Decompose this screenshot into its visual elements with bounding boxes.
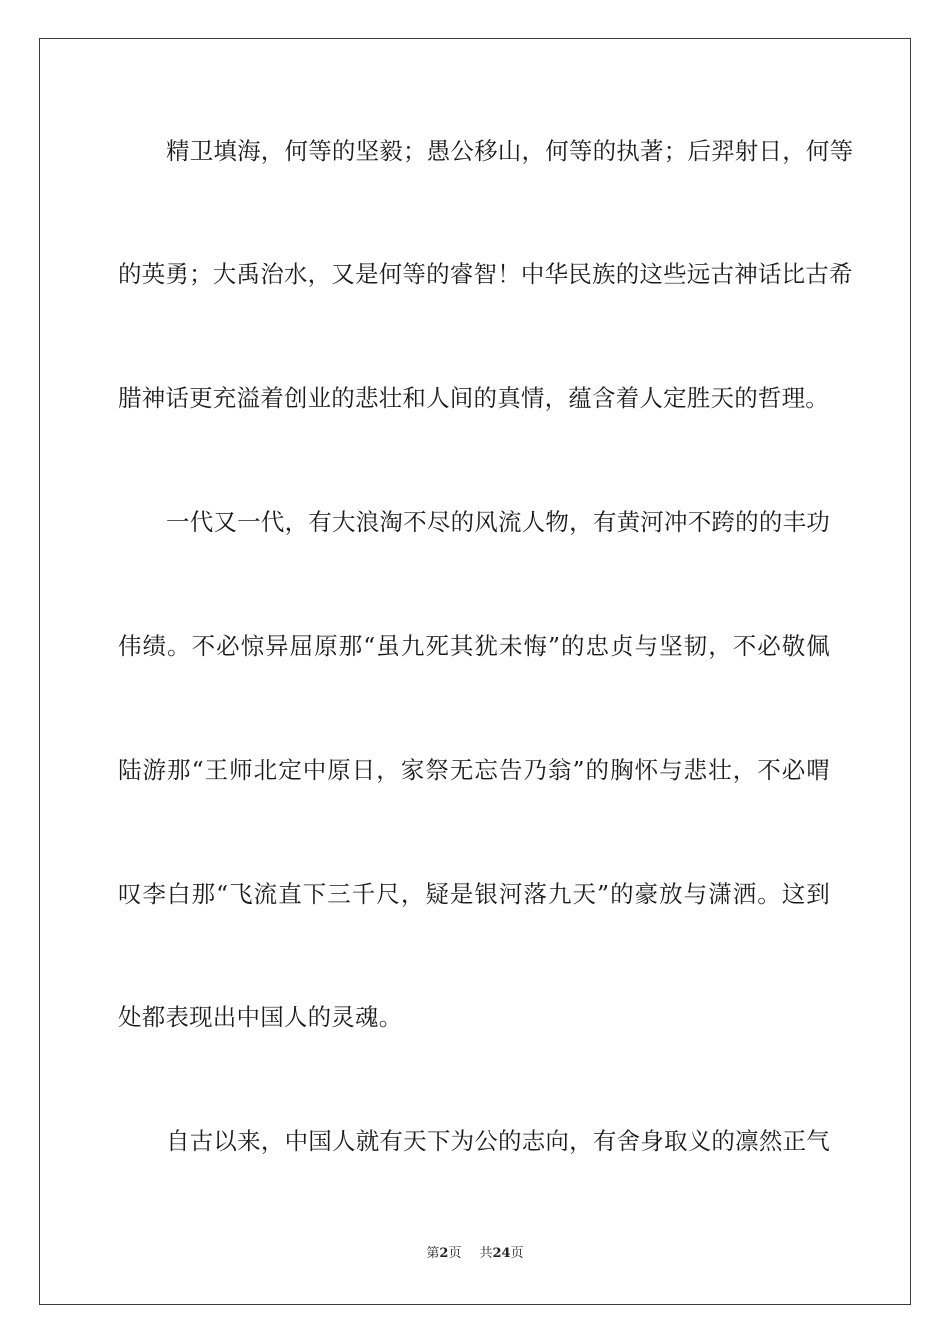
page-footer [0,1245,950,1263]
paragraph-1-line-1: 精卫填海，何等的坚毅；愚公移山，何等的执著；后羿射日，何等 [166,137,854,165]
paragraph-2-line-5: 处都表现出中国人的灵魂。 [118,1003,403,1031]
paragraph-3-line-1: 自古以来，中国人就有天下为公的志向，有舍身取义的凛然正气 [166,1127,830,1155]
total-pages: 24 [492,1246,511,1261]
page-number: 2 [439,1246,449,1261]
paragraph-2-line-4: 叹李白那“飞流直下三千尺，疑是银河落九天”的豪放与潇洒。这到 [118,880,830,908]
paragraph-2-line-3: 陆游那“王师北定中原日，家祭无忘告乃翁”的胸怀与悲壮，不必喟 [118,756,830,784]
page-border [39,38,911,1305]
paragraph-1-line-3: 腊神话更充溢着创业的悲壮和人间的真情，蕴含着人定胜天的哲理。 [118,384,829,412]
paragraph-2-line-2: 伟绩。不必惊异屈原那“虽九死其犹未悔”的忠贞与坚韧，不必敬佩 [118,632,830,660]
page-suffix: 页 [448,1246,462,1261]
page-prefix: 第 [426,1246,440,1261]
total-suffix: 页 [510,1246,524,1261]
paragraph-1-line-2: 的英勇；大禹治水，又是何等的睿智！中华民族的这些远古神话比古希 [118,260,853,288]
total-prefix: 共 [479,1246,493,1261]
paragraph-2-line-1: 一代又一代，有大浪淘不尽的风流人物，有黄河冲不跨的的丰功 [166,508,830,536]
